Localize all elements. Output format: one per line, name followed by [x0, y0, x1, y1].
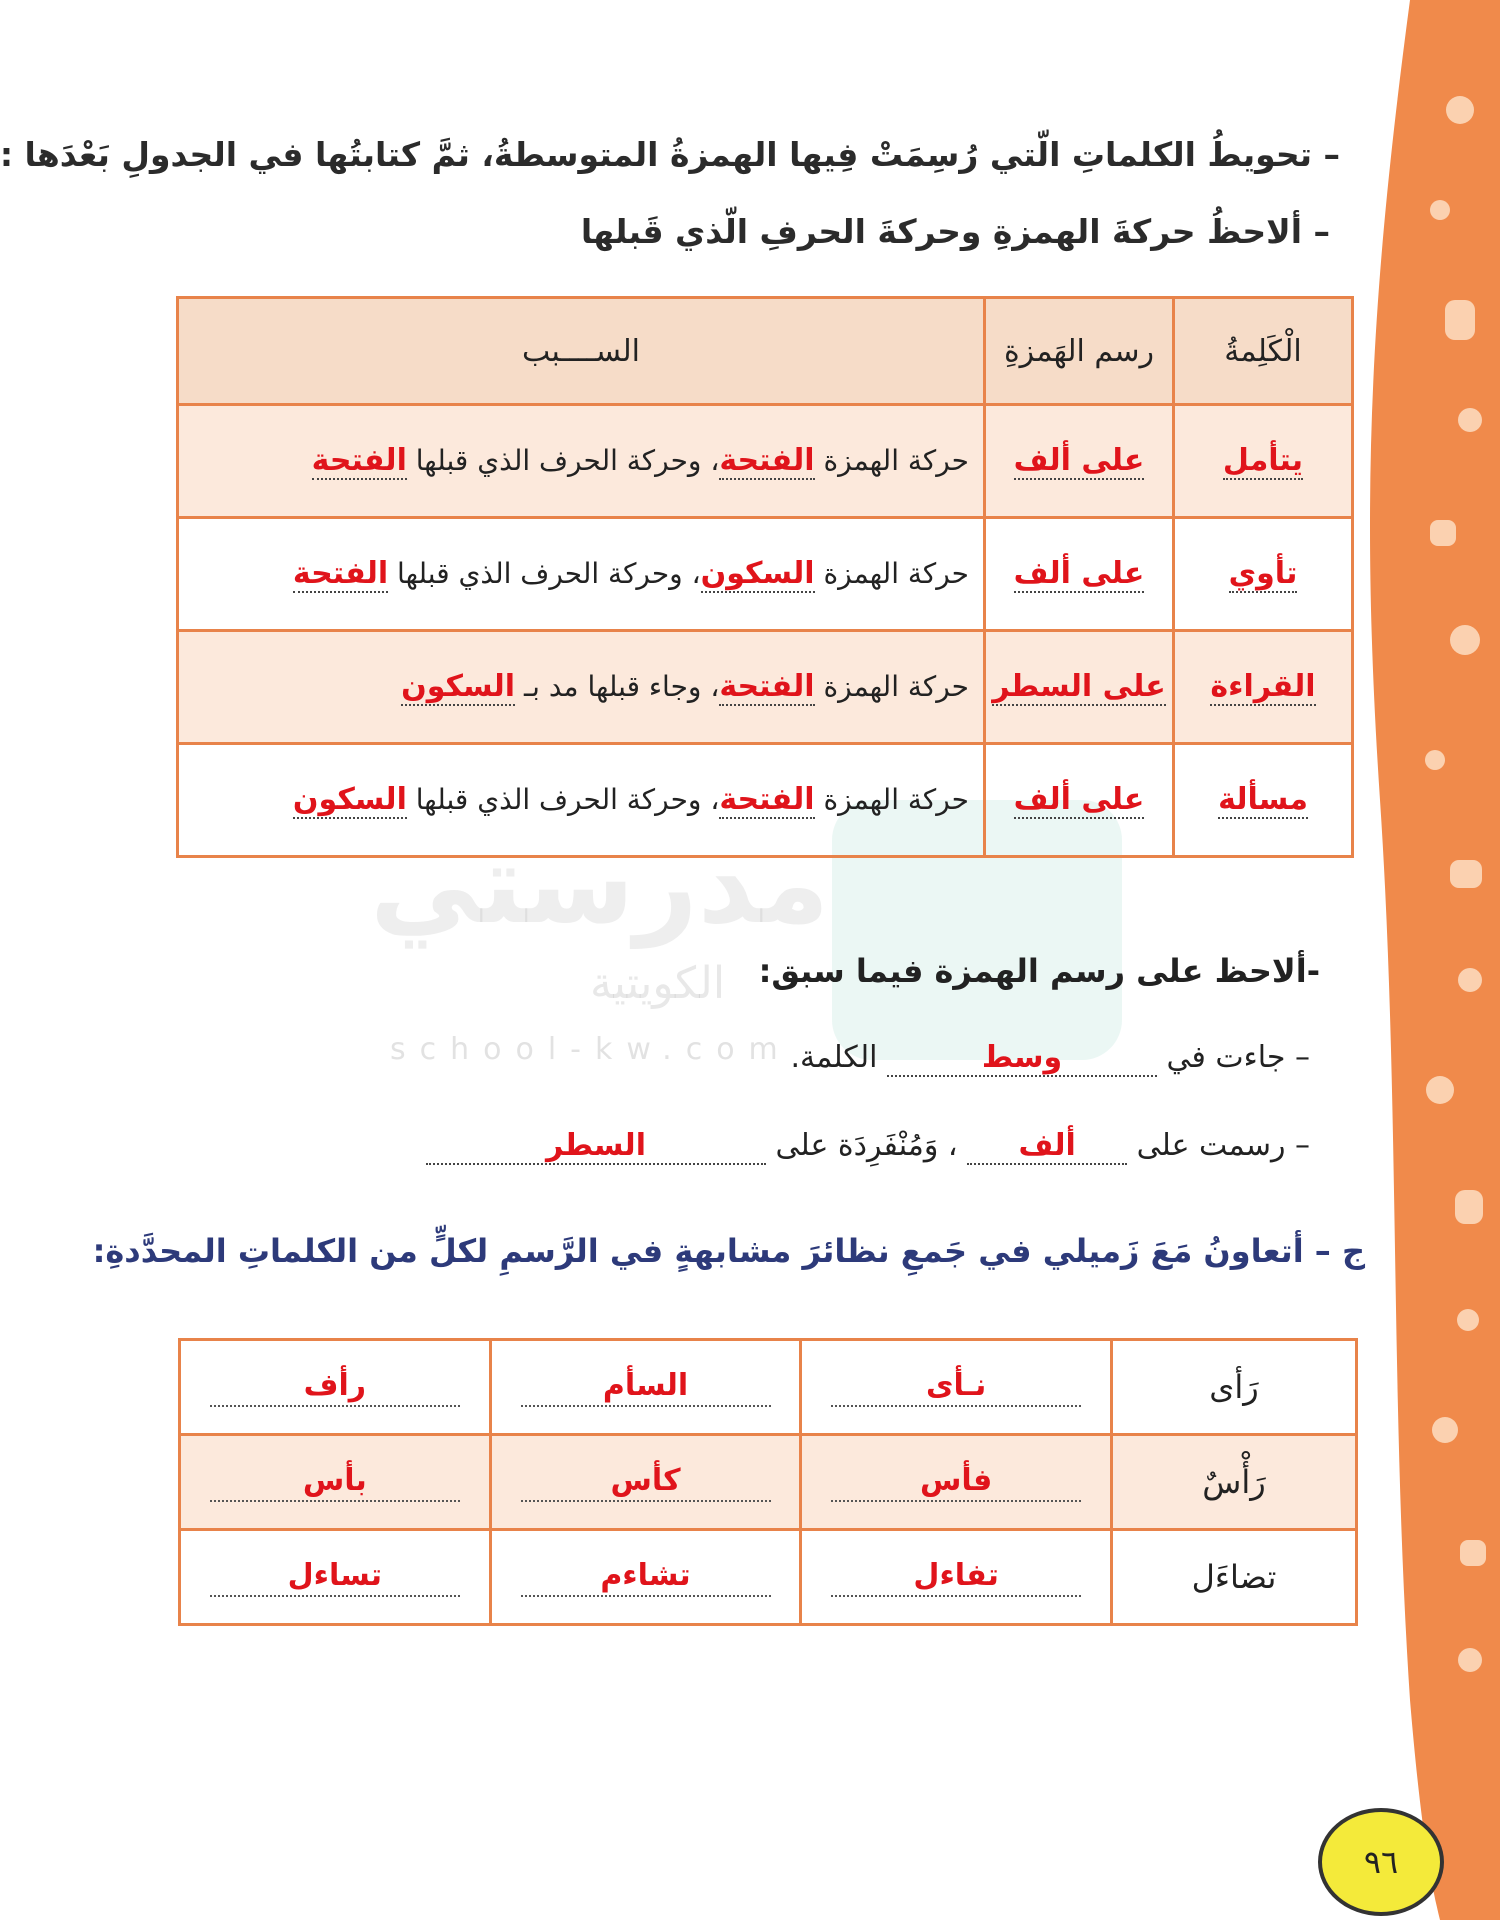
reason-middle: ، وحركة الحرف الذي قبلها — [397, 556, 701, 590]
shape-answer[interactable]: على ألف — [1013, 555, 1145, 591]
q2-answer-1[interactable]: ألف — [967, 1128, 1127, 1165]
header-reason: الســــبب — [178, 298, 985, 405]
header-hamza-shape: رسم الهَمزةِ — [985, 298, 1174, 405]
cooperation-title: ج – أتعاونُ مَعَ زَميلي في جَمعِ نظائرَ مشابهةٍ في الرَّسمِ لكلٍّ من الكلماتِ المحدَّدةِ: — [92, 1232, 1365, 1270]
reason-answer-2[interactable]: الفتحة — [292, 555, 389, 591]
similar-word-answer[interactable]: السأم — [521, 1368, 771, 1407]
word-answer[interactable]: مسألة — [1218, 781, 1308, 817]
similar-word-answer[interactable]: تفاءل — [831, 1558, 1081, 1597]
reason-answer-1[interactable]: الفتحة — [719, 668, 815, 704]
table-row — [178, 744, 1353, 857]
reason-prefix: حركة الهمزة — [823, 669, 969, 703]
reason-middle: ، وجاء قبلها مد بـ — [523, 669, 720, 703]
observation-question-1 — [791, 1040, 1311, 1077]
word-answer[interactable]: يتأمل — [1222, 442, 1304, 478]
header-word: الْكَلِمةُ — [1174, 298, 1353, 405]
reason-answer-2[interactable]: الفتحة — [311, 442, 407, 478]
q2-middle: ، وَمُنْفَرِدَة على — [775, 1128, 958, 1163]
shape-answer[interactable]: على ألف — [1013, 442, 1145, 478]
instruction-line-1: – تحويطُ الكلماتِ الّتي رُسِمَتْ فِيها الهمزةُ المتوسطةُ، ثمَّ كتابتُها في الجدولِ بَعْدَها : — [0, 135, 1340, 174]
watermark-site: school-kw.com — [390, 1032, 792, 1067]
reason-answer-1[interactable]: الفتحة — [719, 442, 815, 478]
observation-title: -ألاحظ على رسم الهمزة فيما سبق: — [758, 952, 1320, 990]
table-row — [180, 1340, 1357, 1435]
reason-prefix: حركة الهمزة — [823, 556, 969, 590]
watermark-country: الكويتية — [590, 958, 726, 1009]
q1-suffix: الكلمة. — [790, 1040, 878, 1075]
hamza-analysis-table — [176, 296, 1354, 858]
similar-words-table — [178, 1338, 1358, 1626]
q2-prefix: – رسمت على — [1136, 1128, 1310, 1163]
table-header-row — [178, 298, 1353, 405]
similar-word-answer[interactable]: كأس — [521, 1463, 771, 1502]
instruction-line-2: – ألاحظُ حركةَ الهمزةِ وحركةَ الحرفِ الّذي قَبلها — [580, 212, 1330, 251]
q2-answer-2[interactable]: السطر — [426, 1128, 766, 1165]
page-number: ٩٦ — [1318, 1808, 1444, 1916]
reason-answer-2[interactable]: السكون — [292, 781, 407, 817]
similar-word-answer[interactable]: تشاءم — [521, 1558, 771, 1597]
shape-answer[interactable]: على السطر — [992, 668, 1166, 704]
reason-prefix: حركة الهمزة — [823, 443, 969, 477]
base-word: تضاءَل — [1112, 1530, 1357, 1625]
similar-word-answer[interactable]: فأس — [831, 1463, 1081, 1502]
reason-middle: ، وحركة الحرف الذي قبلها — [415, 443, 720, 477]
similar-word-answer[interactable]: بأس — [210, 1463, 460, 1502]
similar-word-answer[interactable]: تساءل — [210, 1558, 460, 1597]
watermark-brand: مدرستي — [370, 820, 830, 948]
table-row — [180, 1435, 1357, 1530]
table-row — [178, 631, 1353, 744]
reason-prefix: حركة الهمزة — [823, 782, 969, 816]
table-row — [178, 518, 1353, 631]
base-word: رَأْسٌ — [1112, 1435, 1357, 1530]
shape-answer[interactable]: على ألف — [1013, 781, 1145, 817]
observation-question-2 — [426, 1128, 1310, 1165]
decorative-side-band — [1350, 0, 1500, 1920]
word-answer[interactable]: تأوي — [1228, 555, 1298, 591]
similar-word-answer[interactable]: نـأى — [831, 1368, 1081, 1407]
similar-word-answer[interactable]: رأف — [210, 1368, 460, 1407]
q1-answer[interactable]: وسط — [887, 1040, 1157, 1077]
base-word: رَأى — [1112, 1340, 1357, 1435]
reason-answer-1[interactable]: السكون — [700, 555, 815, 591]
q1-prefix: – جاءت في — [1166, 1040, 1310, 1075]
reason-answer-1[interactable]: الفتحة — [719, 781, 815, 817]
reason-answer-2[interactable]: السكون — [401, 668, 516, 704]
reason-middle: ، وحركة الحرف الذي قبلها — [415, 782, 720, 816]
word-answer[interactable]: القراءة — [1210, 668, 1316, 704]
table-row — [178, 405, 1353, 518]
table-row — [180, 1530, 1357, 1625]
